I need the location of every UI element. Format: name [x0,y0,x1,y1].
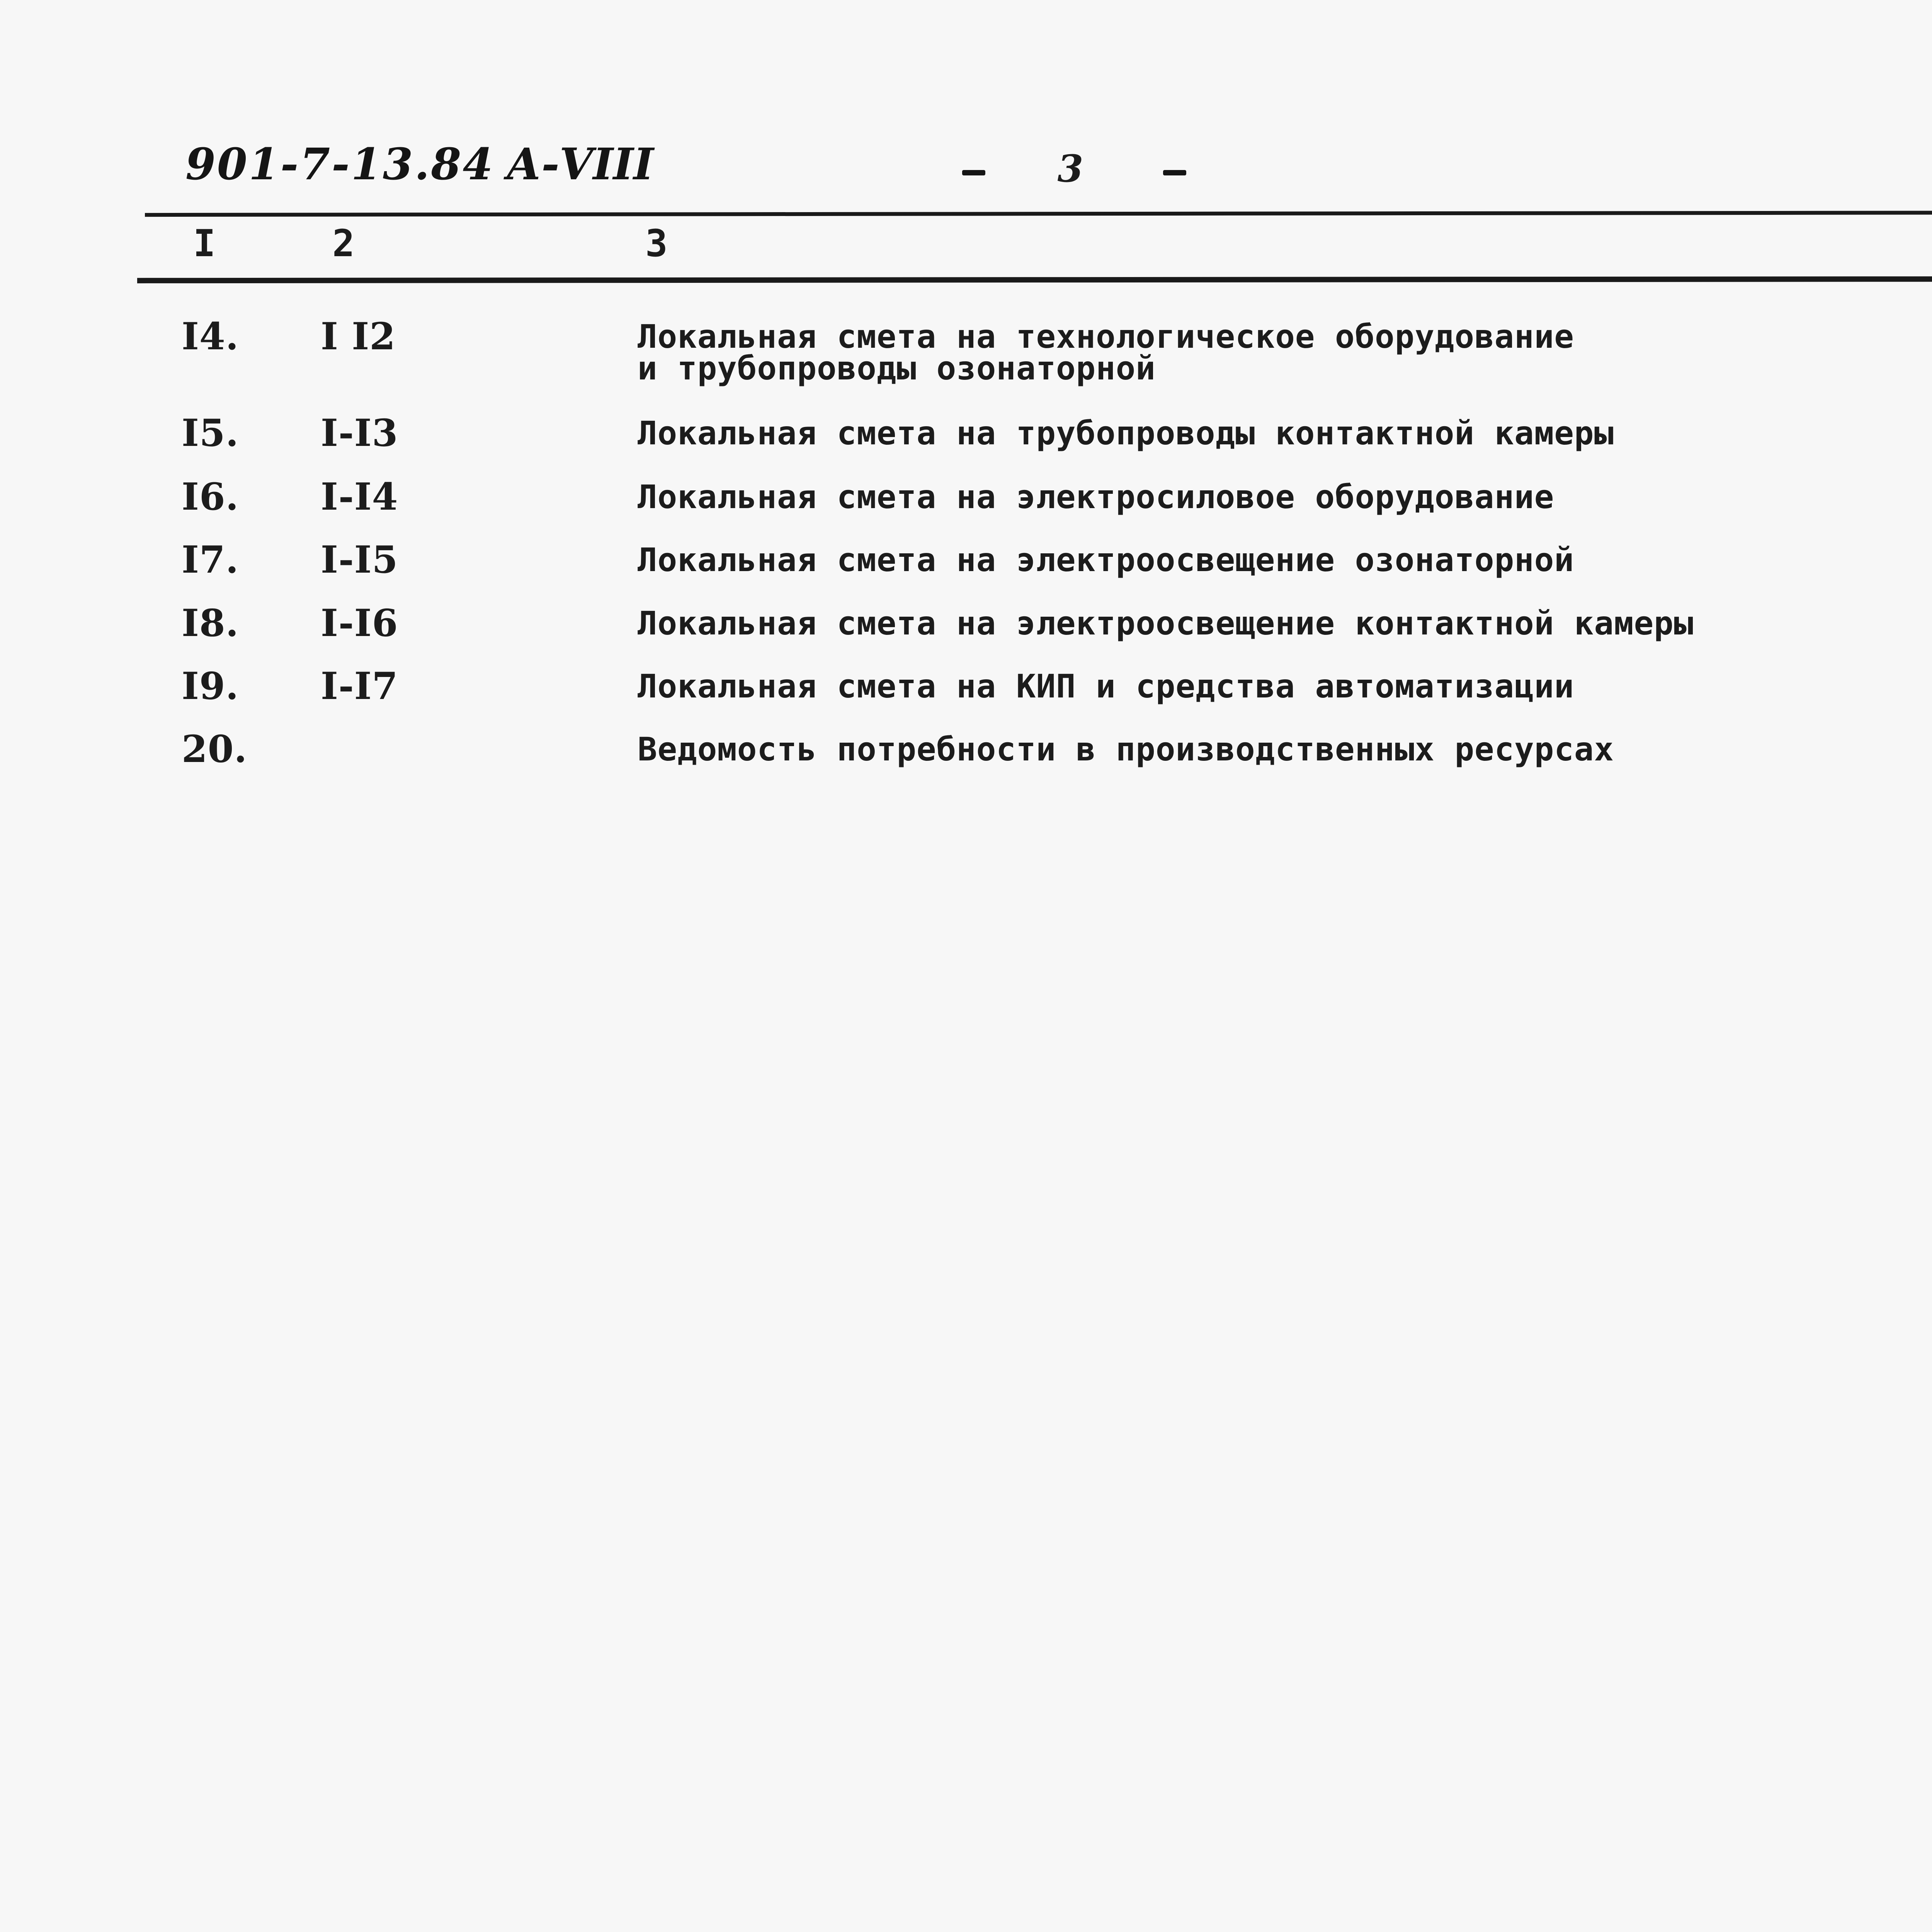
table-header-rule [137,276,1932,283]
row-code: I-I7 [321,664,398,708]
row-title [638,478,1554,516]
row-title-line: и трубопроводы озонаторной [638,349,1156,387]
table-top-rule [145,211,1932,217]
row-number: I4. [182,315,239,358]
row-title-line: Ведомость потребности в производственных ресурсах [638,730,1614,768]
row-title [638,604,1694,642]
row-number: I6. [182,475,239,519]
row-code: I-I3 [321,411,398,455]
dash-left [962,170,985,175]
row-title [638,414,1614,452]
row-title [638,730,1614,768]
page-number-block [958,147,1190,193]
row-page [1883,733,1932,1932]
row-code: I-I5 [321,538,398,582]
row-title [638,667,1574,705]
row-code: I-I6 [321,601,398,645]
page-number: 3 [1057,147,1083,190]
row-number: I9. [182,664,239,708]
row-number: I5. [182,411,239,455]
row-title-line: Локальная смета на технологическое оборудование [638,318,1574,355]
row-code: I I2 [321,315,396,358]
row-title-line: Локальная смета на трубопроводы контактной камеры [638,414,1614,452]
row-title-line: Локальная смета на электроосвещение озонаторной [638,541,1574,579]
row-title [638,318,1574,387]
row-number: I7. [182,538,239,582]
row-title-line: Локальная смета на электросиловое оборудование [638,478,1554,516]
row-number: I8. [182,601,239,645]
row-title [638,541,1574,579]
column-header-2: 2 [332,222,355,265]
column-header-1: I [193,222,216,265]
row-number: 20. [182,727,248,771]
row-title-line: Локальная смета на КИП и средства автоматизации [638,667,1574,705]
row-title-line: Локальная смета на электроосвещение контактной камеры [638,604,1694,642]
album-number: А-VIII [506,139,654,190]
column-header-3: 3 [645,222,668,265]
dash-right [1163,170,1186,175]
document-code: 901-7-13.84 [185,139,495,190]
row-code: I-I4 [321,475,398,519]
